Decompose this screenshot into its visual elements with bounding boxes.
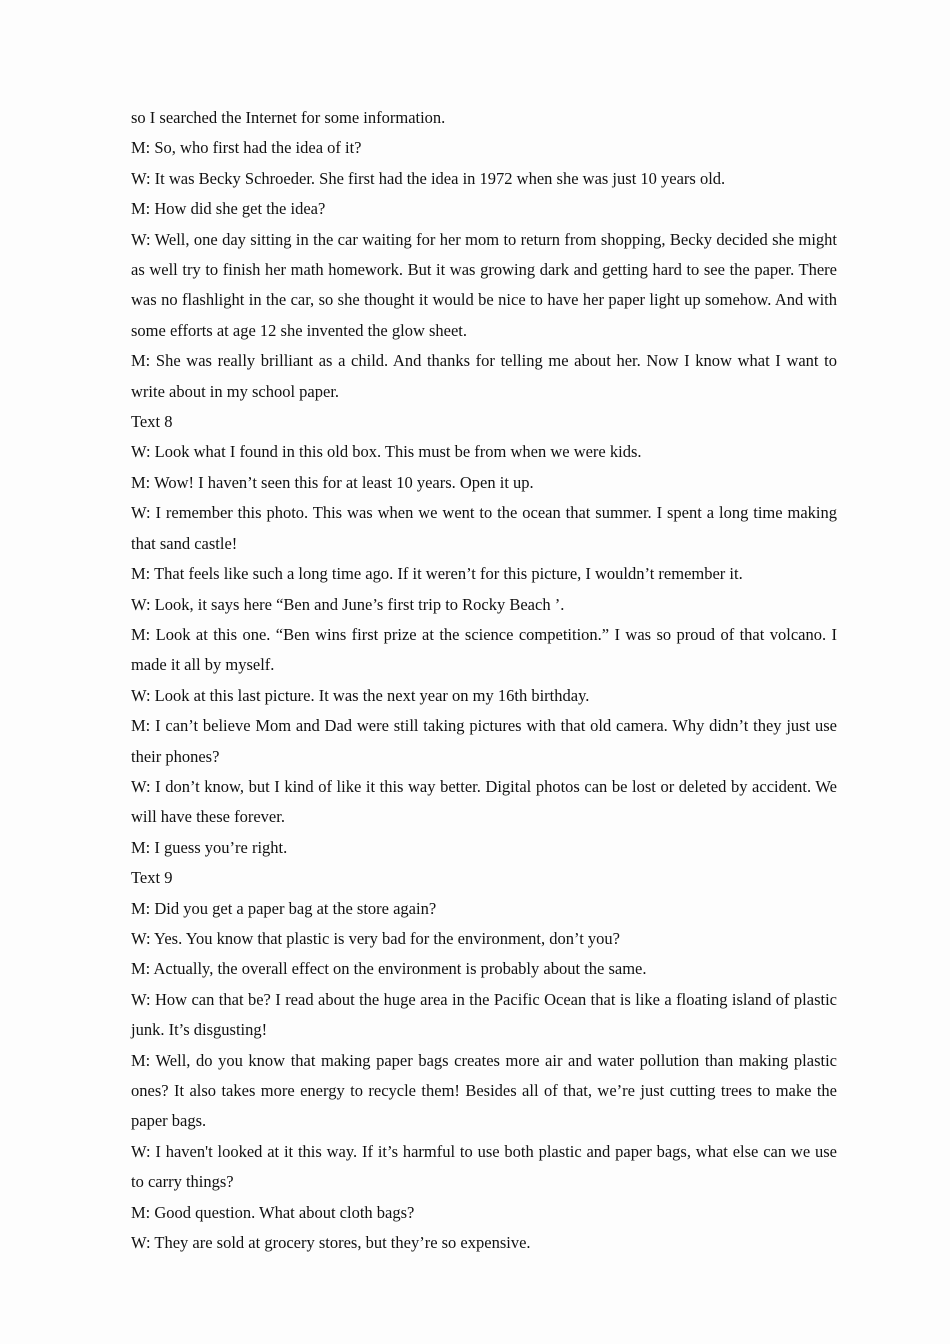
- paragraph: M: Actually, the overall effect on the environment is probably about the same.: [131, 959, 647, 979]
- paragraph: W: I don’t know, but I kind of like it this way better. Digital photos can be lost or deleted by accident. We will have these forever.: [131, 776, 837, 827]
- paragraph: M: Well, do you know that making paper bags creates more air and water pollution than making plastic ones? It also takes more energy to recycle them! Besides all of that, we’re just cutting trees to make the paper bags.: [131, 1050, 837, 1131]
- paragraph: M: I can’t believe Mom and Dad were still taking pictures with that old camera. Why didn’t they just use their phones?: [131, 716, 837, 766]
- paragraph: M: Good question. What about cloth bags?: [131, 1202, 415, 1222]
- paragraph: M: Wow! I haven’t seen this for at least 10 years. Open it up.: [131, 472, 534, 492]
- paragraph: W: Look what I found in this old box. This must be from when we were kids.: [131, 442, 642, 462]
- paragraph: W: Well, one day sitting in the car waiting for her mom to return from shopping, Becky decided she might as well try to finish her math homework. But it was growing dark and getting hard to see the paper. There was no flashlight in the car, so she thought it would be nice to have her paper light up somehow. And with some efforts at age 12 she invented the glow sheet.: [131, 229, 837, 340]
- paragraph: W: I remember this photo. This was when we went to the ocean that summer. I spent a long time making that sand castle!: [131, 503, 837, 553]
- paragraph: W: Look at this last picture. It was the next year on my 16th birthday.: [131, 685, 590, 705]
- paragraph: M: So, who first had the idea of it?: [131, 138, 362, 158]
- paragraph: M: Did you get a paper bag at the store again?: [131, 898, 437, 918]
- paragraph: W: It was Becky Schroeder. She first had the idea in 1972 when she was just 10 years old.: [131, 168, 726, 188]
- section-heading: Text 9: [131, 868, 173, 888]
- paragraph: W: How can that be? I read about the huge area in the Pacific Ocean that is like a floating island of plastic junk. It’s disgusting!: [131, 989, 837, 1040]
- section-heading: Text 8: [131, 412, 173, 432]
- paragraph: M: How did she get the idea?: [131, 199, 326, 219]
- paragraph: M: That feels like such a long time ago. If it weren’t for this picture, I wouldn’t remember it.: [131, 564, 743, 584]
- paragraph: W: They are sold at grocery stores, but they’re so expensive.: [131, 1233, 531, 1253]
- transcript-text: [131, 103, 837, 1258]
- paragraph: W: Look, it says here “Ben and June’s first trip to Rocky Beach ’.: [131, 594, 565, 614]
- paragraph: W: Yes. You know that plastic is very bad for the environment, don’t you?: [131, 928, 620, 948]
- paragraph: M: She was really brilliant as a child. And thanks for telling me about her. Now I know what I want to write about in my school paper.: [131, 351, 837, 401]
- paragraph: so I searched the Internet for some information.: [131, 108, 446, 127]
- paragraph: W: I haven't looked at it this way. If it’s harmful to use both plastic and paper bags, what else can we use to carry things?: [131, 1141, 837, 1192]
- paragraph: M: I guess you’re right.: [131, 837, 288, 857]
- paragraph: M: Look at this one. “Ben wins first prize at the science competition.” I was so proud of that volcano. I made it all by myself.: [131, 624, 837, 675]
